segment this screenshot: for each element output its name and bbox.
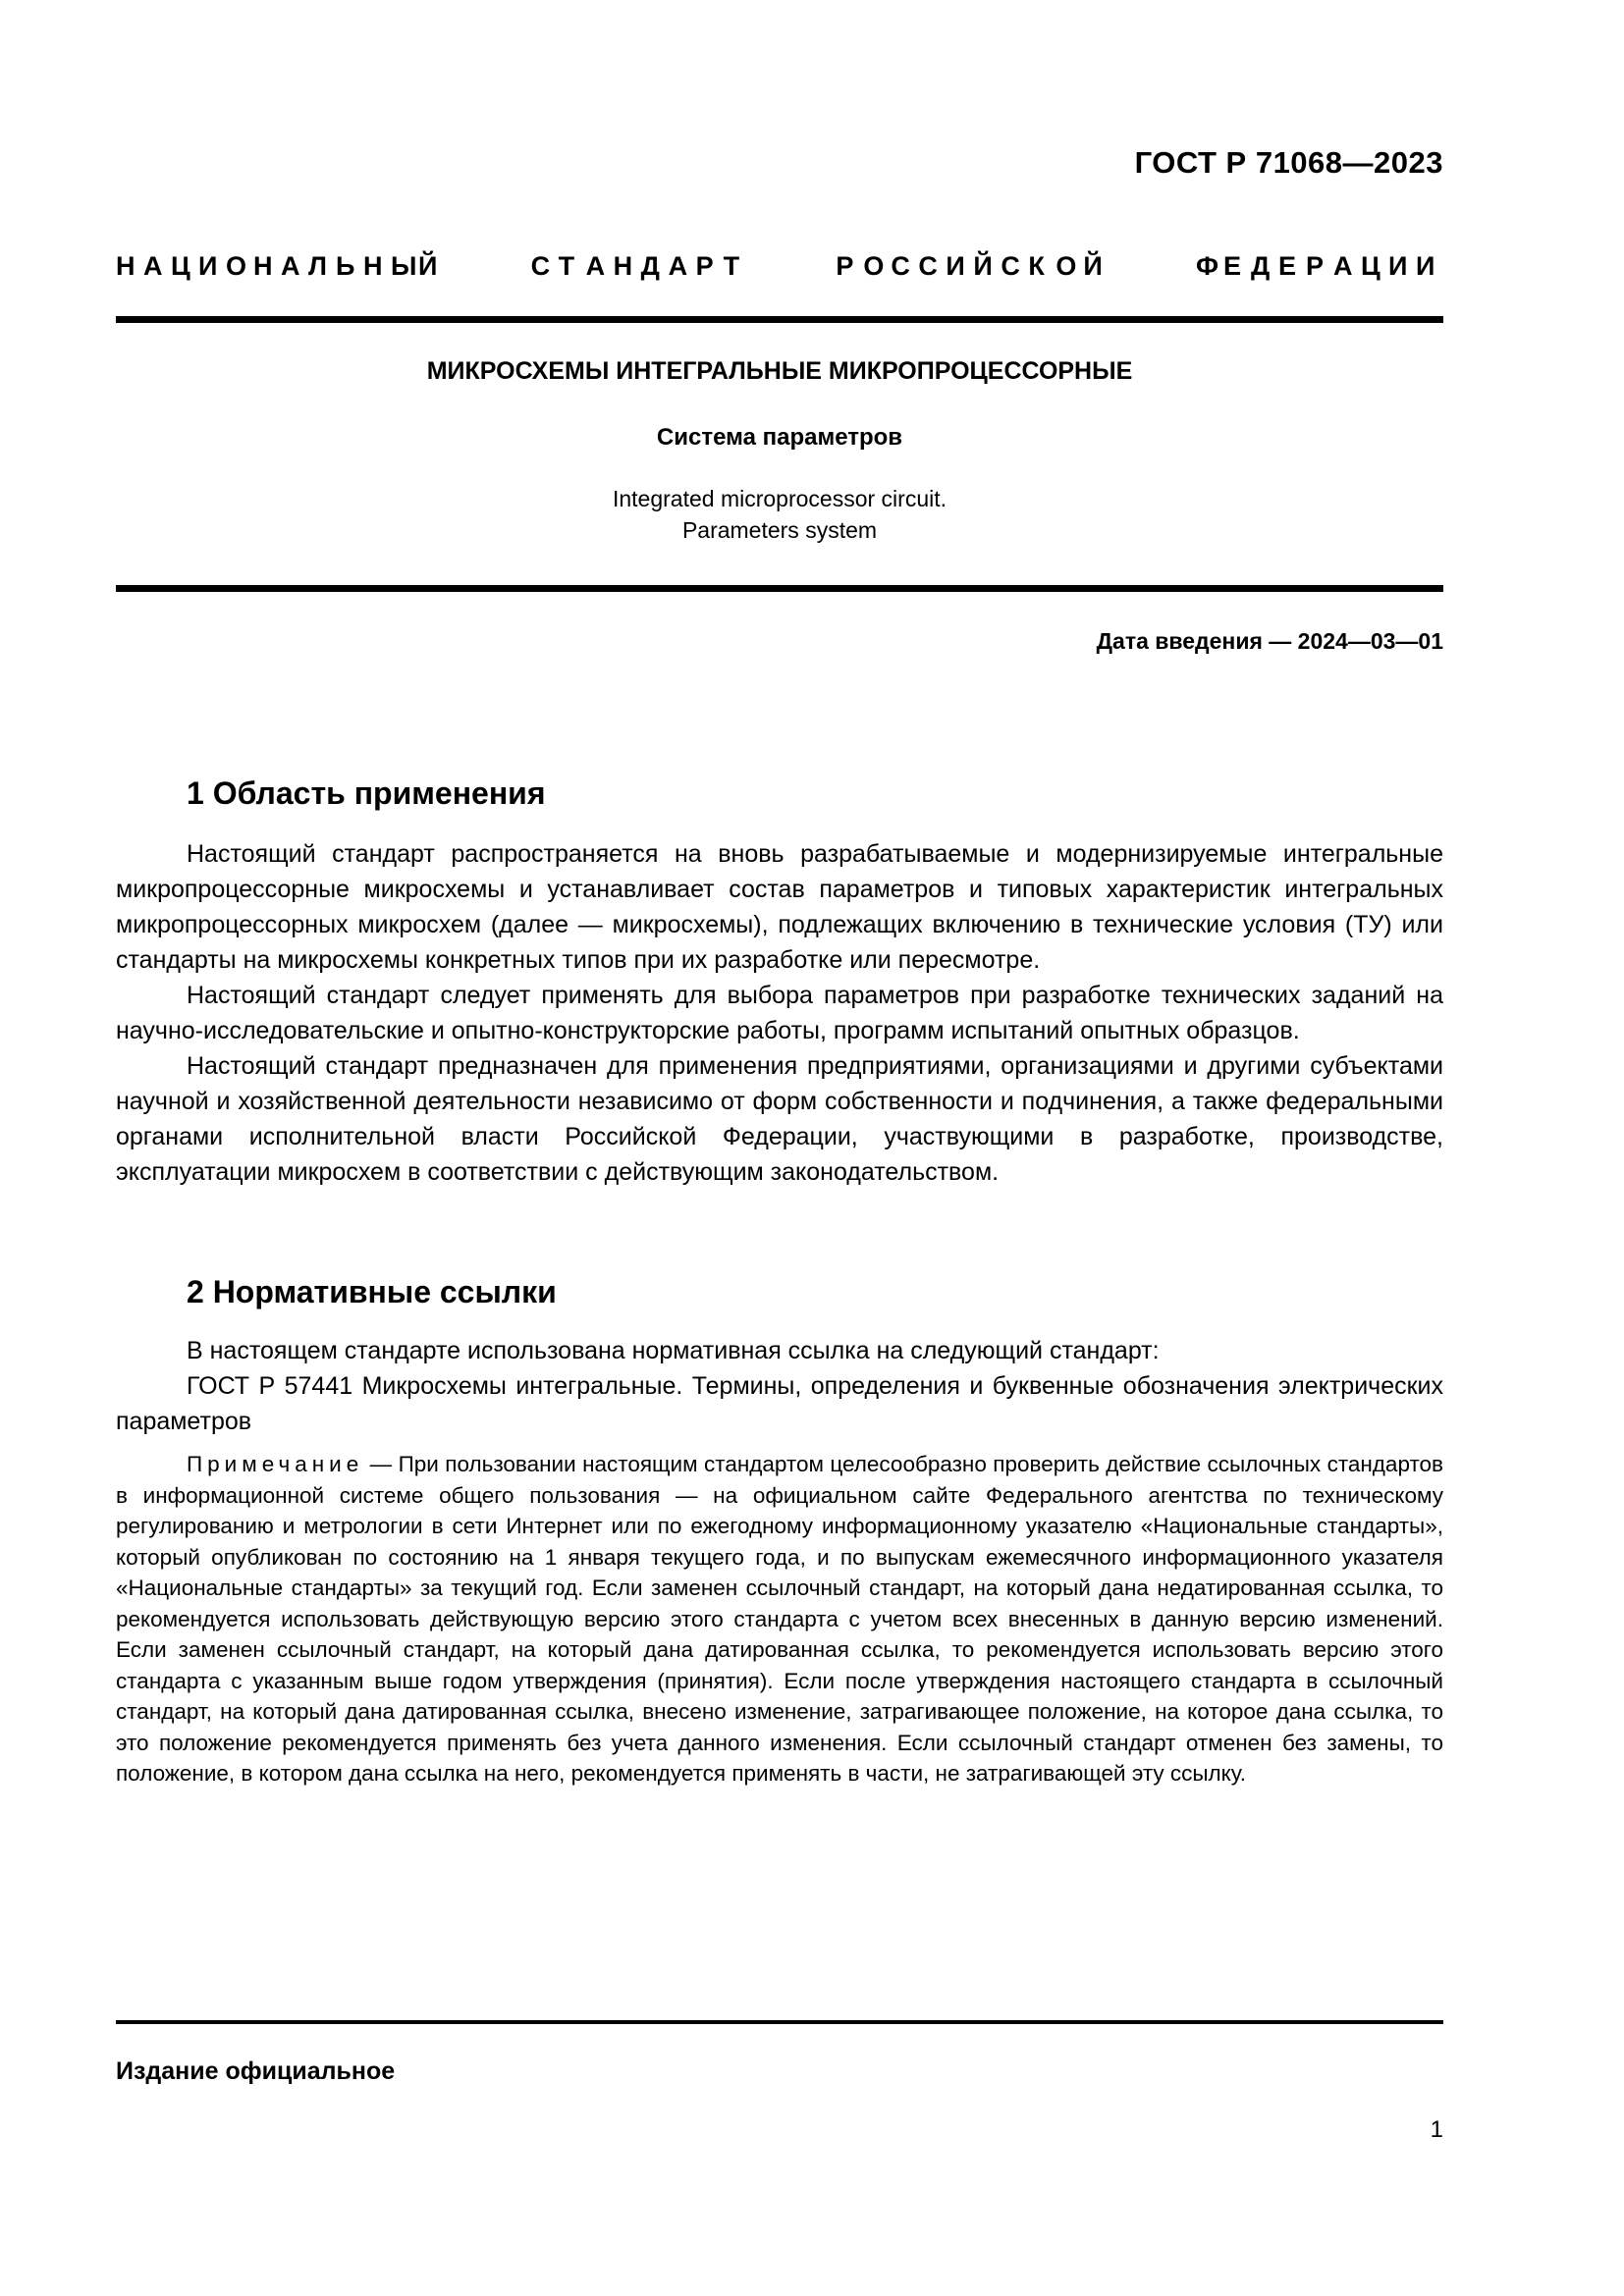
paragraph: Настоящий стандарт следует применять для выбора параметров при разработке технических заданий на научно-исследовательские и опытно-конструкторские работы, программ испытаний опытных образцов. (116, 982, 1443, 1044)
banner-letter: С (530, 251, 551, 281)
paragraph: Настоящий стандарт предназначен для применения предприятиями, организациями и другими субъектами научной и хозяйственной деятельности независимо от форм собственности и подчинения, а также федеральными органами исполнительной власти Российской Федерации, участвующими в разработке, производстве, эксплуатации микросхем в соответствии с действующим законодательством. (116, 1052, 1443, 1186)
paragraph: Настоящий стандарт распространяется на вновь разрабатываемые и модернизируемые интегральные микропроцессорные микросхемы и устанавливает состав параметров и типовых характеристик интегральных микропроцессорных микросхем (далее — микросхемы), подлежащих включению в технические условия (ТУ) или стандарты на микросхемы конкретных типов при их разработке или пересмотре. (116, 840, 1443, 974)
paragraph: ГОСТ Р 57441 Микросхемы интегральные. Термины, определения и буквенные обозначения электрических параметров (116, 1372, 1443, 1435)
banner-letter: Й (973, 251, 993, 281)
banner-letter: А (281, 251, 300, 281)
banner-letter: И (946, 251, 965, 281)
banner-letter: Р (695, 251, 714, 281)
banner-letter: Н (613, 251, 633, 281)
banner-letter: Ь (336, 251, 355, 281)
banner-letter: Д (640, 251, 660, 281)
banner-letter: Е (1277, 251, 1296, 281)
banner-word (836, 251, 1110, 282)
banner-letter: Р (1305, 251, 1324, 281)
paragraph: В настоящем стандарте использована нормативная ссылка на следующий стандарт: (187, 1337, 1160, 1364)
banner-word (1196, 251, 1443, 282)
section-1-body (116, 836, 1443, 1190)
banner-letter: Т (723, 251, 740, 281)
banner-letter: С (1001, 251, 1020, 281)
standard-subtitle: Система параметров (656, 424, 903, 451)
banner-letter: А (668, 251, 688, 281)
banner-letter: И (1387, 251, 1408, 281)
banner-letter: И (1415, 251, 1435, 281)
banner-letter: Ц (171, 251, 190, 281)
section-2-note (116, 1449, 1443, 1789)
english-title-line-2: Parameters system (681, 517, 878, 543)
header-divider (116, 316, 1443, 323)
banner-letter: С (918, 251, 938, 281)
banner-letter: О (863, 251, 885, 281)
standard-title: МИКРОСХЕМЫ ИНТЕГРАЛЬНЫЕ МИКРОПРОЦЕССОРНЫЕ (426, 357, 1133, 385)
title-divider (116, 585, 1443, 592)
english-title (116, 483, 1443, 546)
footer-divider (116, 2020, 1443, 2024)
banner-letter: Ф (1195, 251, 1219, 281)
banner-letter: Т (558, 251, 575, 281)
banner-letter: Ц (1360, 251, 1380, 281)
banner-letter: Р (836, 251, 854, 281)
note-label: Примечание (187, 1452, 364, 1476)
banner-letter: Е (1222, 251, 1241, 281)
introduction-date: Дата введения — 2024—03—01 (1096, 628, 1443, 654)
banner-letter: Н (116, 251, 135, 281)
document-code: ГОСТ Р 71068—2023 (1134, 145, 1443, 180)
banner-word (116, 251, 446, 282)
banner-letter: Л (308, 251, 327, 281)
banner-letter: С (891, 251, 910, 281)
banner-word (531, 251, 751, 282)
banner-letter: Н (253, 251, 273, 281)
banner-letter: Н (363, 251, 383, 281)
section-2-body (116, 1333, 1443, 1439)
section-2-heading: 2 Нормативные ссылки (187, 1274, 557, 1309)
banner-letter: Д (1250, 251, 1271, 281)
note-text: — При пользовании настоящим стандартом целесообразно проверить действие ссылочных стандартов в информационной системе общего пользования — на официальном сайте Федерального агентства по техническому регулированию и метрологии в сети Интернет или по ежегодному информационному указателю «Национальные стандарты», который опубликован по состоянию на 1 января текущего года, и по выпускам ежемесячного информационного указателя «Национальные стандарты» за текущий год. Если заменен ссылочный стандарт, на который дана недатированная ссылка, то рекомендуется использовать действующую версию этого стандарта с учетом всех внесенных в данную версию изменений. Если заменен ссылочный стандарт, на который дана датированная ссылка, то рекомендуется использовать версию этого стандарта с указанным выше годом утверждения (принятия). Если после утверждения настоящего стандарта в ссылочный стандарт, на который дана датированная ссылка, внесено изменение, затрагивающее положение, на которое дана ссылка, то это положение рекомендуется применять без учета данного изменения. Если ссылочный стандарт отменен без замены, то положение, в котором дана ссылка на него, рекомендуется применять в части, не затрагивающей эту ссылку. (116, 1452, 1443, 1786)
banner-letter: К (1028, 251, 1045, 281)
banner-letter: Й (1083, 251, 1103, 281)
banner-letter: О (226, 251, 247, 281)
section-1-heading: 1 Область применения (187, 775, 546, 811)
banner-letter: Ы (391, 251, 417, 281)
banner-letter: И (198, 251, 218, 281)
page-number: 1 (1430, 2116, 1443, 2143)
national-standard-banner (116, 251, 1443, 282)
banner-letter: Й (418, 251, 438, 281)
english-title-line-1: Integrated microprocessor circuit. (612, 486, 947, 511)
banner-letter: А (1332, 251, 1353, 281)
banner-letter: О (1056, 251, 1077, 281)
official-edition-label: Издание официальное (116, 2057, 396, 2085)
banner-letter: А (585, 251, 606, 281)
banner-letter: А (143, 251, 163, 281)
